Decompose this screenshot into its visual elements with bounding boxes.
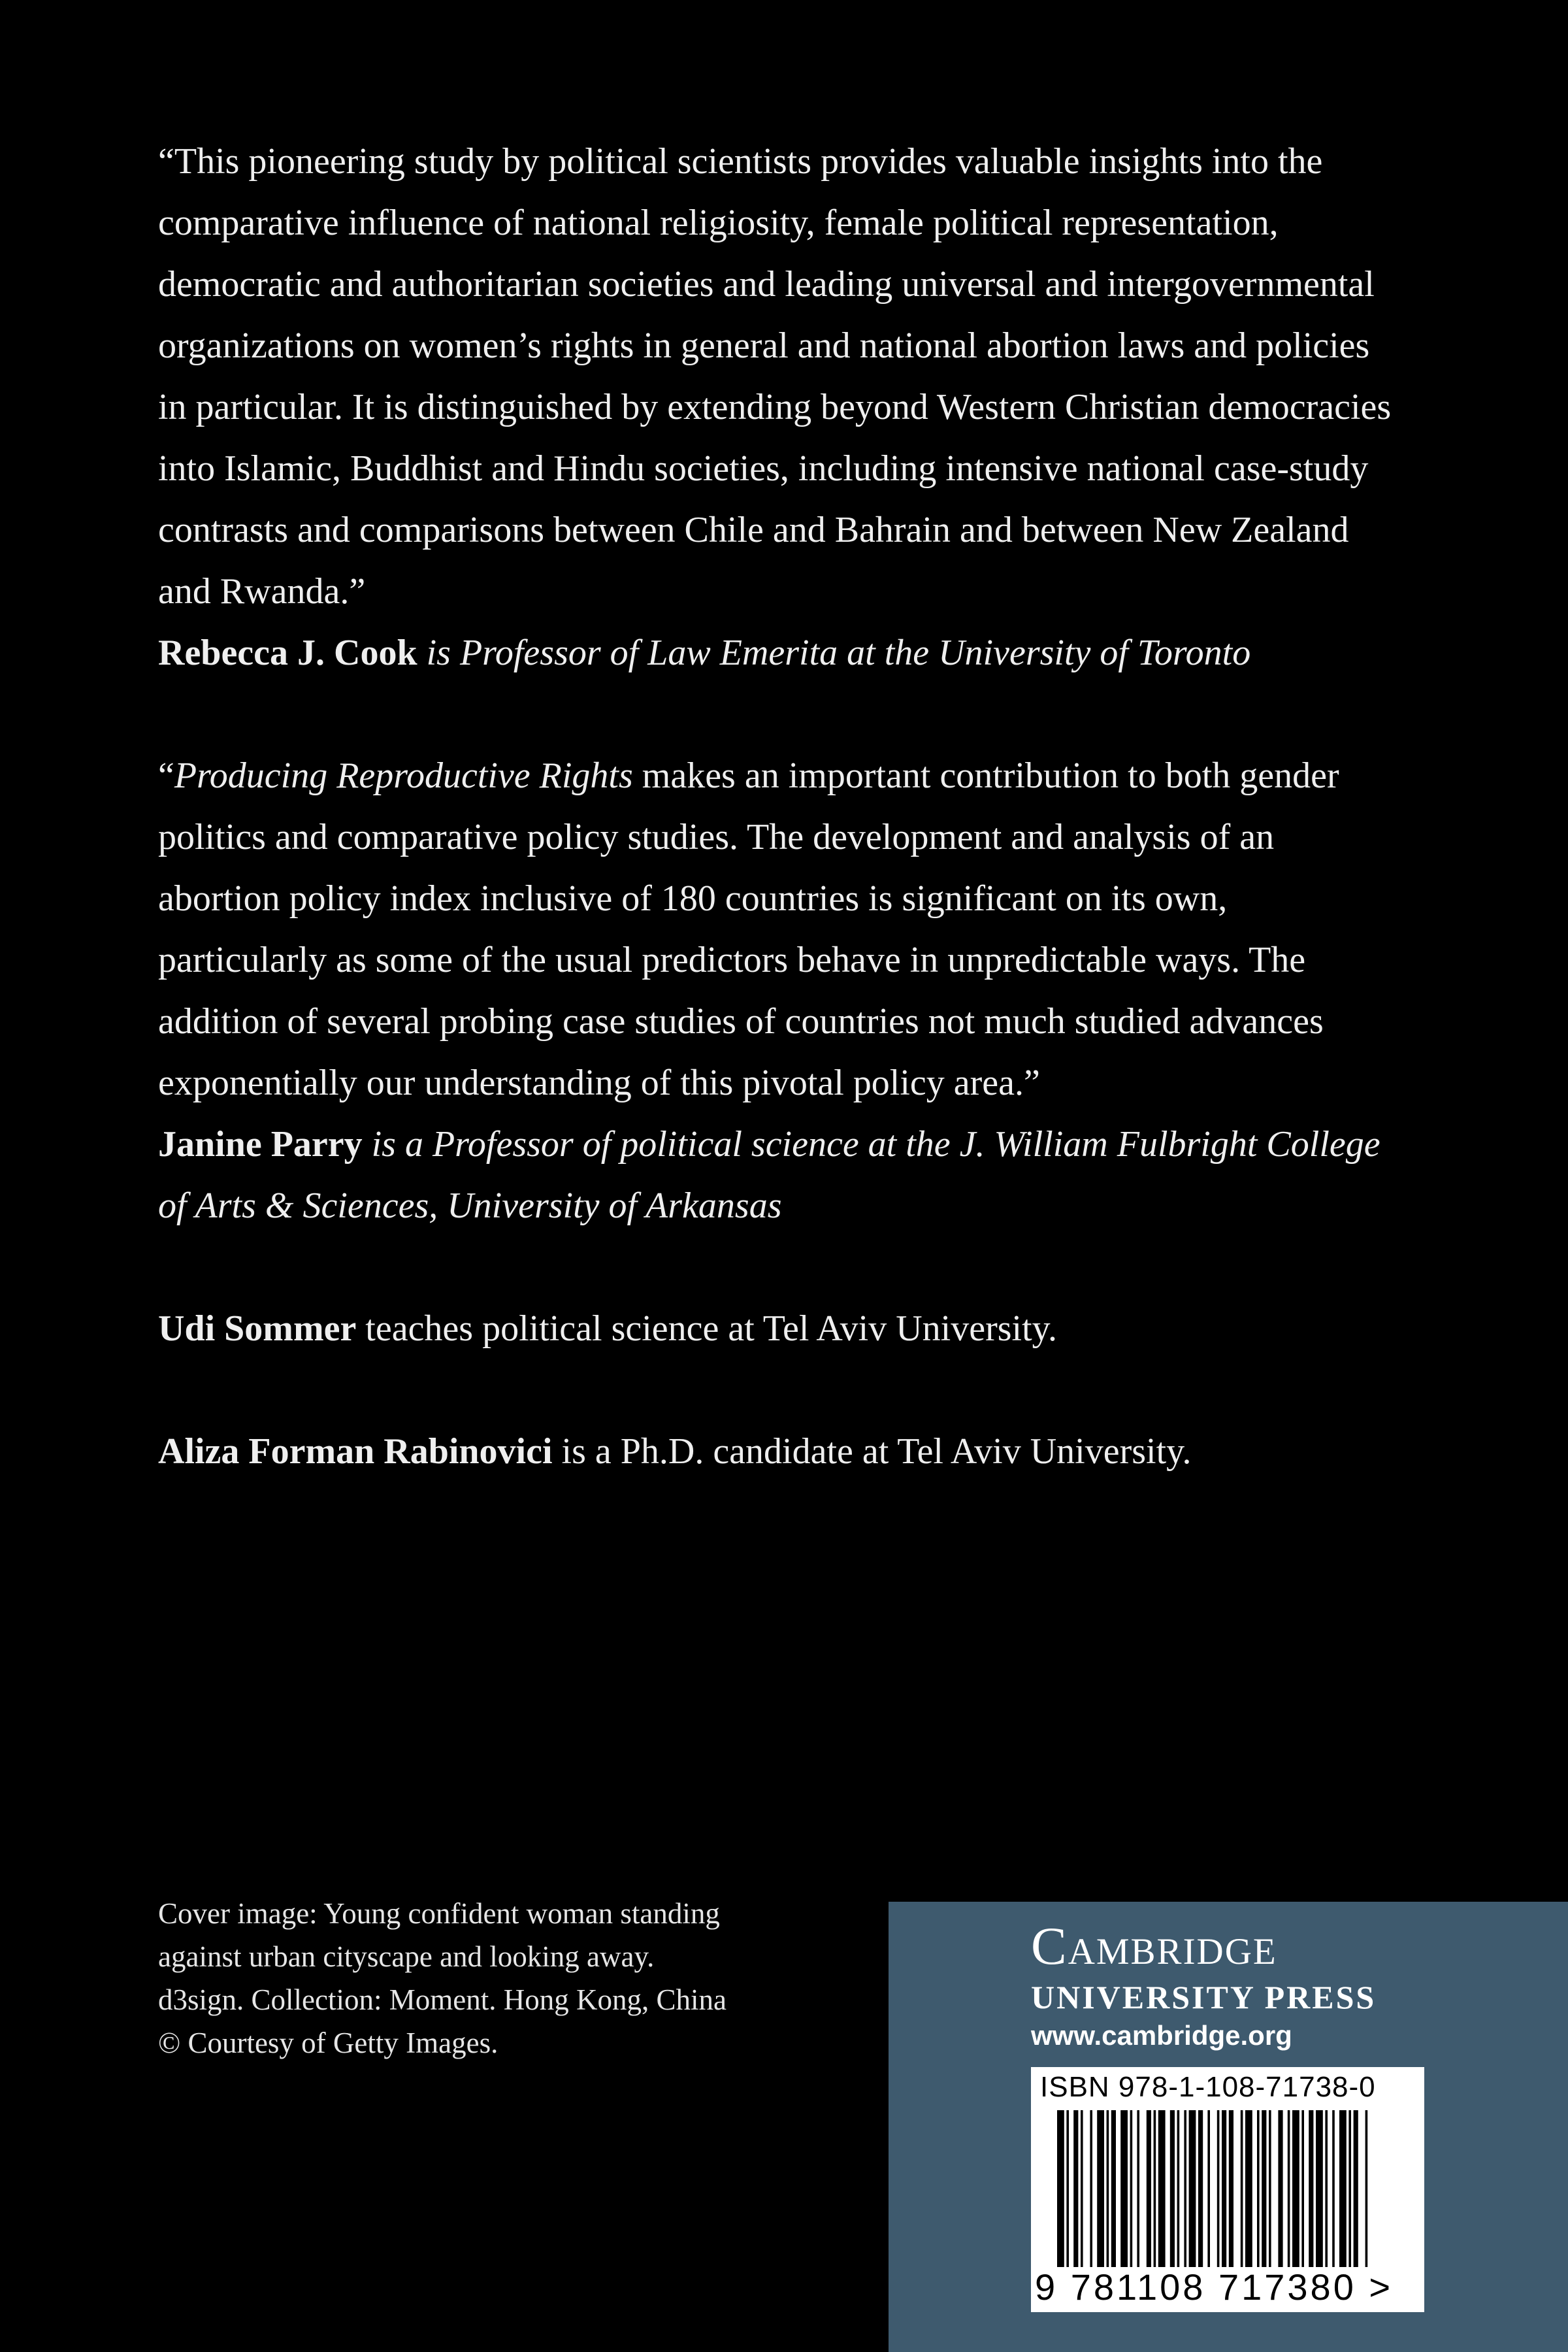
publisher-logo [1031,1915,1527,2055]
barcode-bar [1339,2110,1347,2267]
barcode-bar [1184,2110,1186,2267]
credit-line-2: against urban cityscape and looking away. [158,1940,655,1973]
author-bio-2 [158,1421,1399,1482]
quote-open-mark: “ [158,755,174,796]
main-text [158,131,1399,1482]
barcode-bar [1057,2110,1064,2267]
barcode-bar [1288,2110,1290,2267]
author-1-bio: teaches political science at Tel Aviv University. [356,1308,1057,1349]
barcode-bar [1120,2110,1128,2267]
endorser-2-name: Janine Parry [158,1124,363,1165]
barcode-bar [1348,2110,1351,2267]
barcode-digits: 9 781108 717380 > [1035,2266,1394,2308]
publisher-name: Cambridge [1031,1916,1277,1976]
barcode-bar [1147,2110,1151,2267]
author-1-name: Udi Sommer [158,1308,357,1349]
barcode-bar [1316,2110,1323,2267]
barcode-bar [1090,2110,1092,2267]
isbn-barcode [1031,2067,1424,2312]
barcode-bar [1309,2110,1313,2267]
barcode-bar [1229,2110,1233,2267]
barcode-bar [1154,2110,1156,2267]
cover-image-credit [158,1892,877,2064]
endorsement-1-quote: “This pioneering study by political scientists provides valuable insights into the comparative influence of national religiosity, female political representation, democratic and authoritarian societies and leading universal and intergovernmental organizations on women’s rights in general and national abortion laws and policies in particular. It is distinguished by extending beyond Western Christian democracies into Islamic, Buddhist and Hindu societies, including intensive national case-study contrasts and comparisons between Chile and Bahrain and between New Zealand and Rwanda.” [158,141,1392,612]
barcode-bar [1137,2110,1139,2267]
barcode-bar [1354,2110,1358,2267]
book-title: Producing Reproductive Rights [174,755,633,796]
publisher-url: www.cambridge.org [1031,2020,1292,2051]
endorsement-2-quote [158,745,1399,1114]
credit-line-1: Cover image: Young confident woman standing [158,1897,720,1930]
barcode-bar [1130,2110,1133,2267]
barcode-bar [1222,2110,1226,2267]
endorsement-2-quote-text: makes an important contribution to both gender politics and comparative policy studies. The development and analysis of an abortion policy index inclusive of 180 countries is significant on its own, particularly as some of the usual predictors behave in unpredictable ways. The addition of several probing case studies of countries not much studied advances exponentially our understanding of this pivotal policy area.” [158,755,1339,1103]
barcode-bar [1198,2110,1203,2267]
barcode-bar [1262,2110,1266,2267]
barcode-bar [1111,2110,1116,2267]
barcode-bar [1365,2110,1368,2267]
barcode-bar [1081,2110,1083,2267]
barcode-bar [1107,2110,1109,2267]
barcode-bar [1207,2110,1210,2267]
credit-line-4: © Courtesy of Getty Images. [158,2027,498,2059]
barcode-bar [1177,2110,1180,2267]
barcode-bar [1269,2110,1271,2267]
publisher-panel [889,1902,1568,2352]
spacer [158,1359,1399,1421]
endorser-1-name: Rebecca J. Cook [158,633,417,673]
isbn-label: ISBN 978-1-108-71738-0 [1040,2071,1376,2103]
barcode-bar [1257,2110,1260,2267]
barcode-bar [1066,2110,1069,2267]
barcode-bar [1097,2110,1104,2267]
endorser-2-title: is a Professor of political science at the J. William Fulbright College of Arts & Sciences, University of Arkansas [158,1124,1380,1226]
author-bio-1 [158,1298,1399,1359]
barcode-bar [1158,2110,1166,2267]
barcode-bar [1325,2110,1328,2267]
publisher-subtitle: UNIVERSITY PRESS [1031,1979,1377,2015]
credit-line-3: d3sign. Collection: Moment. Hong Kong, China [158,1983,727,2016]
barcode-bar [1073,2110,1078,2267]
barcode-bars [1057,2110,1403,2267]
barcode-bar [1278,2110,1282,2267]
barcode-bar [1292,2110,1299,2267]
barcode-bar [1245,2110,1252,2267]
barcode-bar [1241,2110,1243,2267]
barcode-bar [1189,2110,1196,2267]
spacer [158,1236,1399,1298]
endorser-1-title: is Professor of Law Emerita at the University of Toronto [426,633,1251,673]
barcode-bar [1217,2110,1220,2267]
endorsement-1-attribution [158,622,1399,684]
spacer [158,684,1399,745]
barcode-bar [1170,2110,1175,2267]
barcode-bar [1332,2110,1335,2267]
barcode-bar [1301,2110,1304,2267]
endorsement-2-attribution [158,1114,1399,1236]
author-2-name: Aliza Forman Rabinovici [158,1431,553,1472]
author-2-bio: is a Ph.D. candidate at Tel Aviv University. [552,1431,1192,1472]
